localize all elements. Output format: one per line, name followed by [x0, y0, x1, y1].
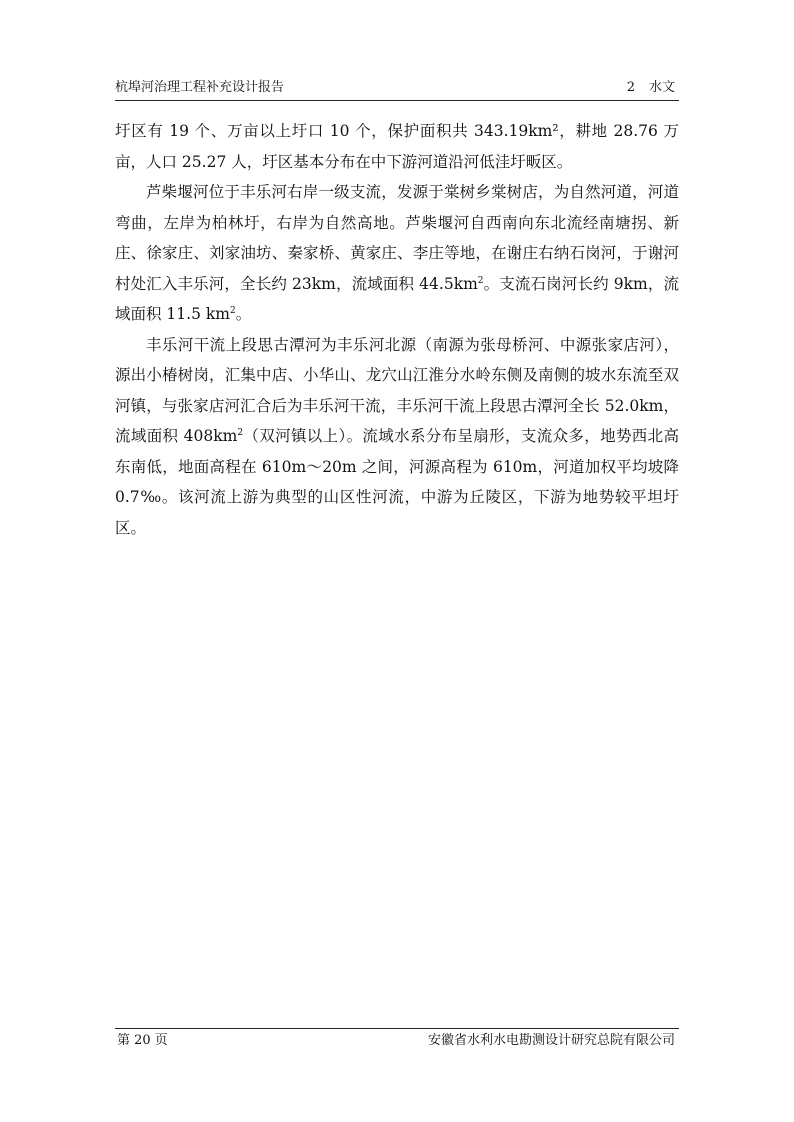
superscript: 2 [237, 428, 244, 438]
chapter-label [627, 78, 675, 98]
paragraph-1: 圩区有 19 个、万亩以上圩口 10 个，保护面积共 343.19km²，耕地 28.76 万亩，人口 25.27 人，圩区基本分布在中下游河道沿河低洼圩畈区。 [115, 122, 679, 171]
paragraph-3-text-a: 丰乐河干流上段思古潭河为丰乐河北源（南源为张母桥河、中源张家店河），源出小椿树岗，汇集中店、小华山、龙穴山江淮分水岭东侧及南侧的坡水东流至双河镇，与张家店河汇合后为丰乐河干流，丰乐河干流上段思古潭河全长 52.0km，流域面积 408km [115, 335, 679, 445]
document-body [115, 116, 679, 543]
organization-name: 安徽省水利水电勘测设计研究总院有限公司 [427, 1033, 675, 1048]
paragraph-2-text-b: 。支流石岗河长约 9km，流域面积 11.5 km [115, 274, 679, 323]
paragraph-3 [115, 330, 679, 544]
paragraph-2-text-a: 芦柴堰河位于丰乐河右岸一级支流，发源于棠树乡棠树店，为自然河道，河道弯曲，左岸为柏林圩，右岸为自然高地。芦柴堰河自西南向东北流经南塘拐、新庄、徐家庄、刘家油坊、秦家桥、黄家庄、李庄等地，在谢庄右纳石岗河，于谢河村处汇入丰乐河，全长约 23km，流域面积 44.5km [115, 183, 679, 293]
superscript: 2 [229, 306, 236, 316]
page-header [115, 78, 679, 101]
chapter-name: 水文 [648, 80, 675, 95]
paragraph-2 [115, 177, 679, 330]
report-title: 杭埠河治理工程补充设计报告 [115, 80, 285, 95]
page-footer [115, 1028, 679, 1051]
chapter-number: 2 [626, 80, 635, 95]
paragraph-2-text-c: 。 [235, 305, 252, 323]
superscript: 2 [477, 275, 484, 286]
page-number: 第 20 页 [117, 1033, 168, 1048]
paragraph-3-text-b: （双河镇以上）。流域水系分布呈扇形，支流众多，地势西北高东南低，地面高程在 610m～20m 之间，河源高程为 610m，河道加权平均坡降 0.7‰。该河流上游为典型的山区性河流，中游为丘陵区，下游为地势较平坦圩区。 [115, 427, 679, 537]
